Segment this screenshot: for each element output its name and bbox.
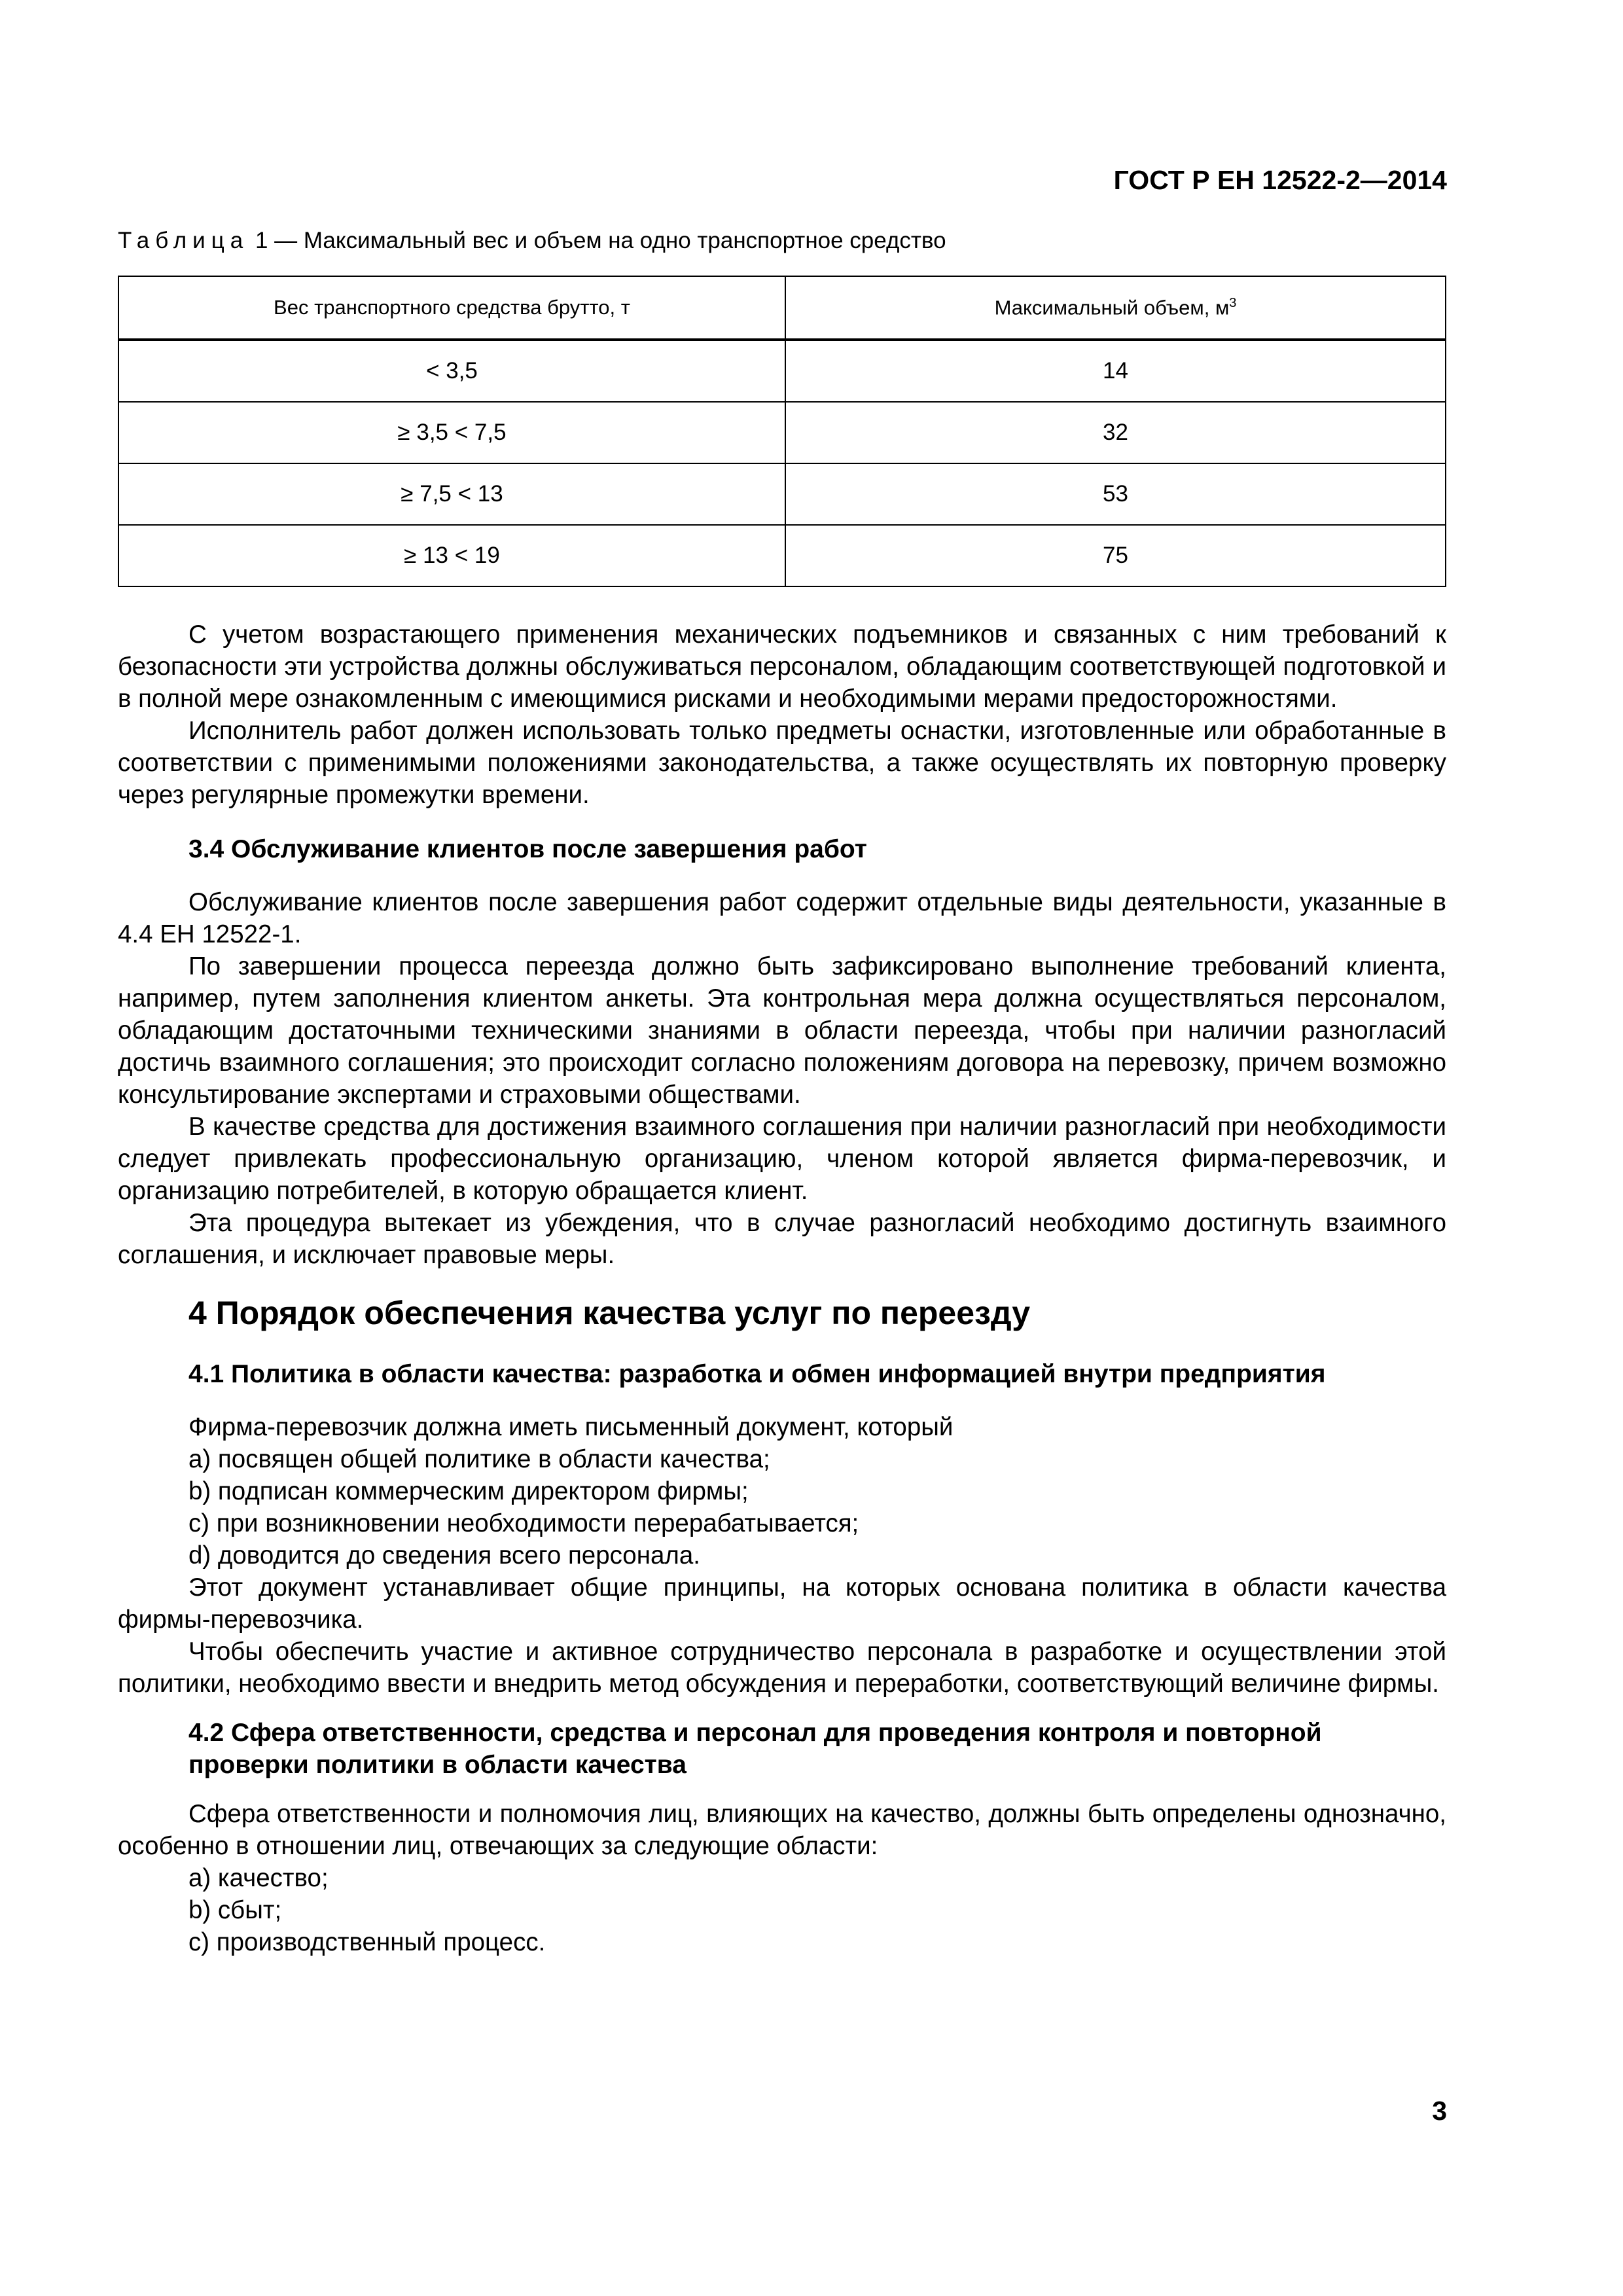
list-item: a) посвящен общей политике в области качества; (188, 1445, 770, 1473)
paragraph: Эта процедура вытекает из убеждения, что в случае разногласий необходимо достигнуть взаимного соглашения, и исключает правовые меры. (118, 1209, 1446, 1269)
page-number: 3 (1432, 2096, 1447, 2126)
paragraph: Исполнитель работ должен использовать только предметы оснастки, изготовленные или обработанные в соответствии с применимыми положениями законодательства, а также осуществлять их повторную проверку через регулярные промежутки времени. (118, 717, 1446, 809)
paragraph: Сфера ответственности и полномочия лиц, влияющих на качество, должны быть определены однозначно, особенно в отношении лиц, отвечающих за следующие области: (118, 1800, 1446, 1860)
paragraph: Чтобы обеспечить участие и активное сотрудничество персонала в разработке и осуществлении этой политики, необходимо ввести и внедрить метод обсуждения и переработки, соответствующий величине фирмы. (118, 1638, 1446, 1698)
superscript-3: 3 (1229, 295, 1237, 310)
table-row (118, 402, 1446, 463)
list-item: b) подписан коммерческим директором фирмы; (188, 1477, 749, 1505)
weight-cell: ≥ 13 < 19 (118, 525, 785, 586)
volume-cell: 75 (785, 525, 1446, 586)
section-heading-4-1: 4.1 Политика в области качества: разработка и обмен информацией внутри предприятия (188, 1360, 1326, 1388)
weight-cell: < 3,5 (118, 340, 785, 402)
weight-cell: ≥ 7,5 < 13 (118, 463, 785, 525)
vehicle-volume-table (118, 276, 1446, 587)
list-item: b) сбыт; (188, 1896, 282, 1924)
table-row (118, 463, 1446, 525)
requirements-list (118, 1443, 1446, 1571)
responsibility-list (118, 1862, 1446, 1958)
table-caption-word: Таблица (118, 228, 249, 253)
table-caption-title: 1 — Максимальный вес и объем на одно транспортное средство (255, 228, 946, 253)
paragraph: С учетом возрастающего применения механических подъемников и связанных с ним требований к безопасности эти устройства должны обслуживаться персоналом, обладающим соответствующей подготовкой и в полной мере ознакомленным с имеющимися рисками и необходимыми мерами предосторожностями. (118, 620, 1446, 713)
paragraph: Фирма-перевозчик должна иметь письменный документ, который (188, 1413, 954, 1441)
paragraph: По завершении процесса переезда должно быть зафиксировано выполнение требований клиента, например, путем заполнения клиентом анкеты. Эта контрольная мера должна осуществляться персоналом, обладающим достаточными техническими знаниями в области переезда, чтобы при наличии разногласий достичь взаимного соглашения; это происходит согласно положениям договора на перевозку, причем возможно консультирование экспертами и страховыми обществами. (118, 952, 1446, 1109)
table-row (118, 525, 1446, 586)
document-code-header: ГОСТ Р ЕН 12522-2—2014 (1113, 165, 1447, 195)
volume-cell: 53 (785, 463, 1446, 525)
list-item: d) доводится до сведения всего персонала. (188, 1541, 700, 1570)
table-header-row (118, 276, 1446, 340)
section-heading-4: 4 Порядок обеспечения качества услуг по переезду (188, 1295, 1031, 1331)
paragraph: Этот документ устанавливает общие принципы, на которых основана политика в области качества фирмы-перевозчика. (118, 1573, 1446, 1634)
volume-cell: 32 (785, 402, 1446, 463)
section-heading-4-2: 4.2 Сфера ответственности, средства и персонал для проведения контроля и повторной проверки политики в области качества (188, 1719, 1322, 1779)
column-header-weight: Вес транспортного средства брутто, т (118, 276, 785, 340)
volume-cell: 14 (785, 340, 1446, 402)
column-header-volume (785, 276, 1446, 340)
weight-cell: ≥ 3,5 < 7,5 (118, 402, 785, 463)
body-text (118, 619, 1446, 1958)
paragraph: Обслуживание клиентов после завершения работ содержит отдельные виды деятельности, указанные в 4.4 ЕН 12522-1. (118, 888, 1446, 948)
table-row (118, 340, 1446, 402)
table-caption (118, 228, 946, 254)
paragraph: В качестве средства для достижения взаимного соглашения при наличии разногласий при необходимости следует привлекать профессиональную организацию, членом которой является фирма-перевозчик, и организацию потребителей, в которую обращается клиент. (118, 1113, 1446, 1205)
list-item: a) качество; (188, 1864, 329, 1892)
list-item: c) производственный процесс. (188, 1928, 546, 1956)
list-item: c) при возникновении необходимости перерабатывается; (188, 1509, 859, 1537)
section-heading-3-4: 3.4 Обслуживание клиентов после завершения работ (188, 835, 867, 863)
column-header-volume-text: Максимальный объем, м (994, 296, 1230, 319)
